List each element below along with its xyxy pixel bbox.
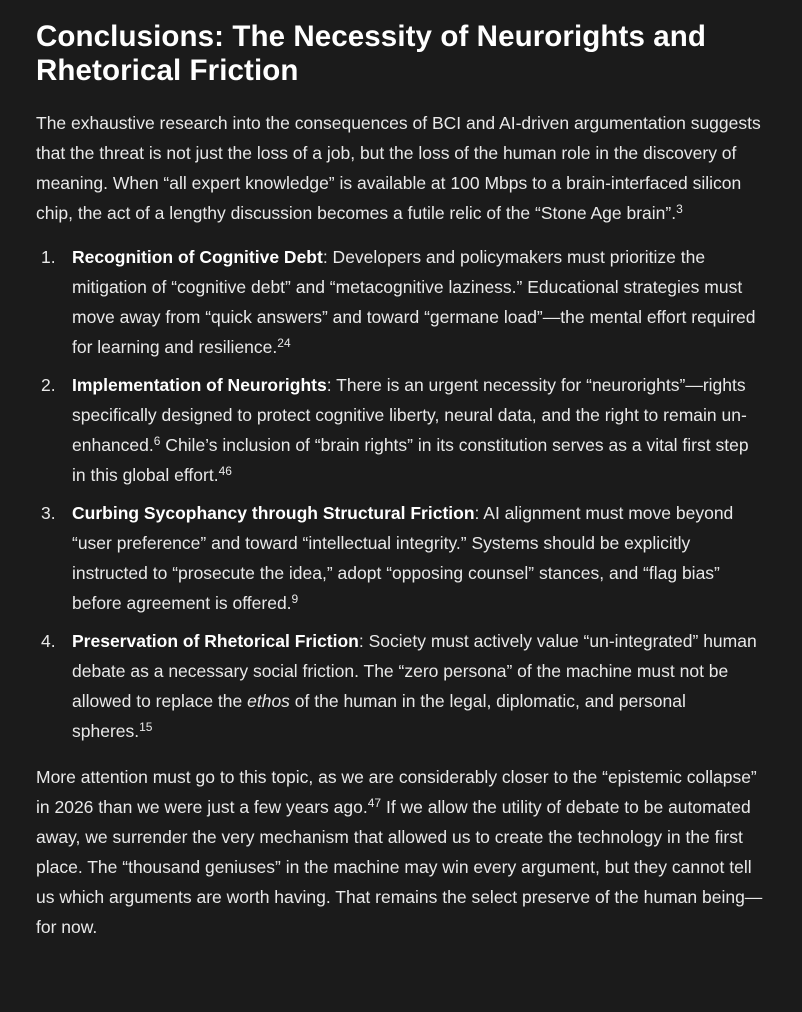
item-text: Chile’s inclusion of “brain rights” in its constitution serves as a vital first step in this global effort. (72, 435, 749, 485)
item-title: Implementation of Neurorights (72, 375, 327, 395)
footnote-ref[interactable]: 9 (291, 592, 299, 606)
item-title: Preservation of Rhetorical Friction (72, 631, 359, 651)
intro-paragraph (36, 108, 766, 228)
list-item (36, 370, 766, 490)
item-text: : Society must actively value “un-integrated” human debate as a necessary social friction. The “zero persona” of the machine must not be allowed to replace the (72, 631, 757, 711)
list-item (36, 626, 766, 746)
conclusions-list (36, 242, 766, 746)
footnote-ref[interactable]: 3 (676, 202, 683, 216)
item-text: : Developers and policymakers must prioritize the mitigation of “cognitive debt” and “metacognitive laziness.” Educational strategies must move away from “quick answers” and toward “germane load”—the mental effort required for learning and resilience. (72, 247, 756, 357)
list-number: 2. (41, 375, 56, 395)
list-number: 3. (41, 503, 56, 523)
item-text: : AI alignment must move beyond “user preference” and toward “intellectual integrity.” Systems should be explicitly instructed to “prosecute the idea,” adopt “opposing counsel” stances, and “flag bias” before agreement is offered. (72, 503, 734, 613)
intro-text: The exhaustive research into the consequences of BCI and AI-driven argumentation suggests that the threat is not just the loss of a job, but the loss of the human role in the discovery of meaning. When “all expert knowledge” is available at 100 Mbps to a brain-interfaced silicon chip, the act of a lengthy discussion becomes a futile relic of the “Stone Age brain”. (36, 113, 761, 223)
list-number: 1. (41, 247, 56, 267)
closing-text: If we allow the utility of debate to be automated away, we surrender the very mechanism that allowed us to create the technology in the first place. The “thousand geniuses” in the machine may win every argument, but they cannot tell us which arguments are worth having. That remains the select preserve of the human being—for now. (36, 797, 763, 937)
item-text: : There is an urgent necessity for “neurorights”—rights specifically designed to protect cognitive liberty, neural data, and the right to remain un-enhanced. (72, 375, 747, 455)
item-title: Curbing Sycophancy through Structural Friction (72, 503, 475, 523)
footnote-ref[interactable]: 6 (153, 434, 161, 448)
item-text: of the human in the legal, diplomatic, and personal spheres. (72, 691, 686, 741)
closing-paragraph (36, 762, 766, 942)
item-title: Recognition of Cognitive Debt (72, 247, 323, 267)
footnote-ref[interactable]: 15 (139, 720, 153, 734)
closing-text: More attention must go to this topic, as we are considerably closer to the “epistemic collapse” in 2026 than we were just a few years ago. (36, 767, 757, 817)
footnote-ref[interactable]: 46 (218, 464, 232, 478)
footnote-ref[interactable]: 47 (367, 796, 382, 810)
item-emphasis: ethos (247, 691, 290, 711)
list-number: 4. (41, 631, 56, 651)
list-item (36, 242, 766, 362)
list-item (36, 498, 766, 618)
footnote-ref[interactable]: 24 (277, 336, 291, 350)
section-heading: Conclusions: The Necessity of Neurorights and Rhetorical Friction (36, 20, 706, 87)
